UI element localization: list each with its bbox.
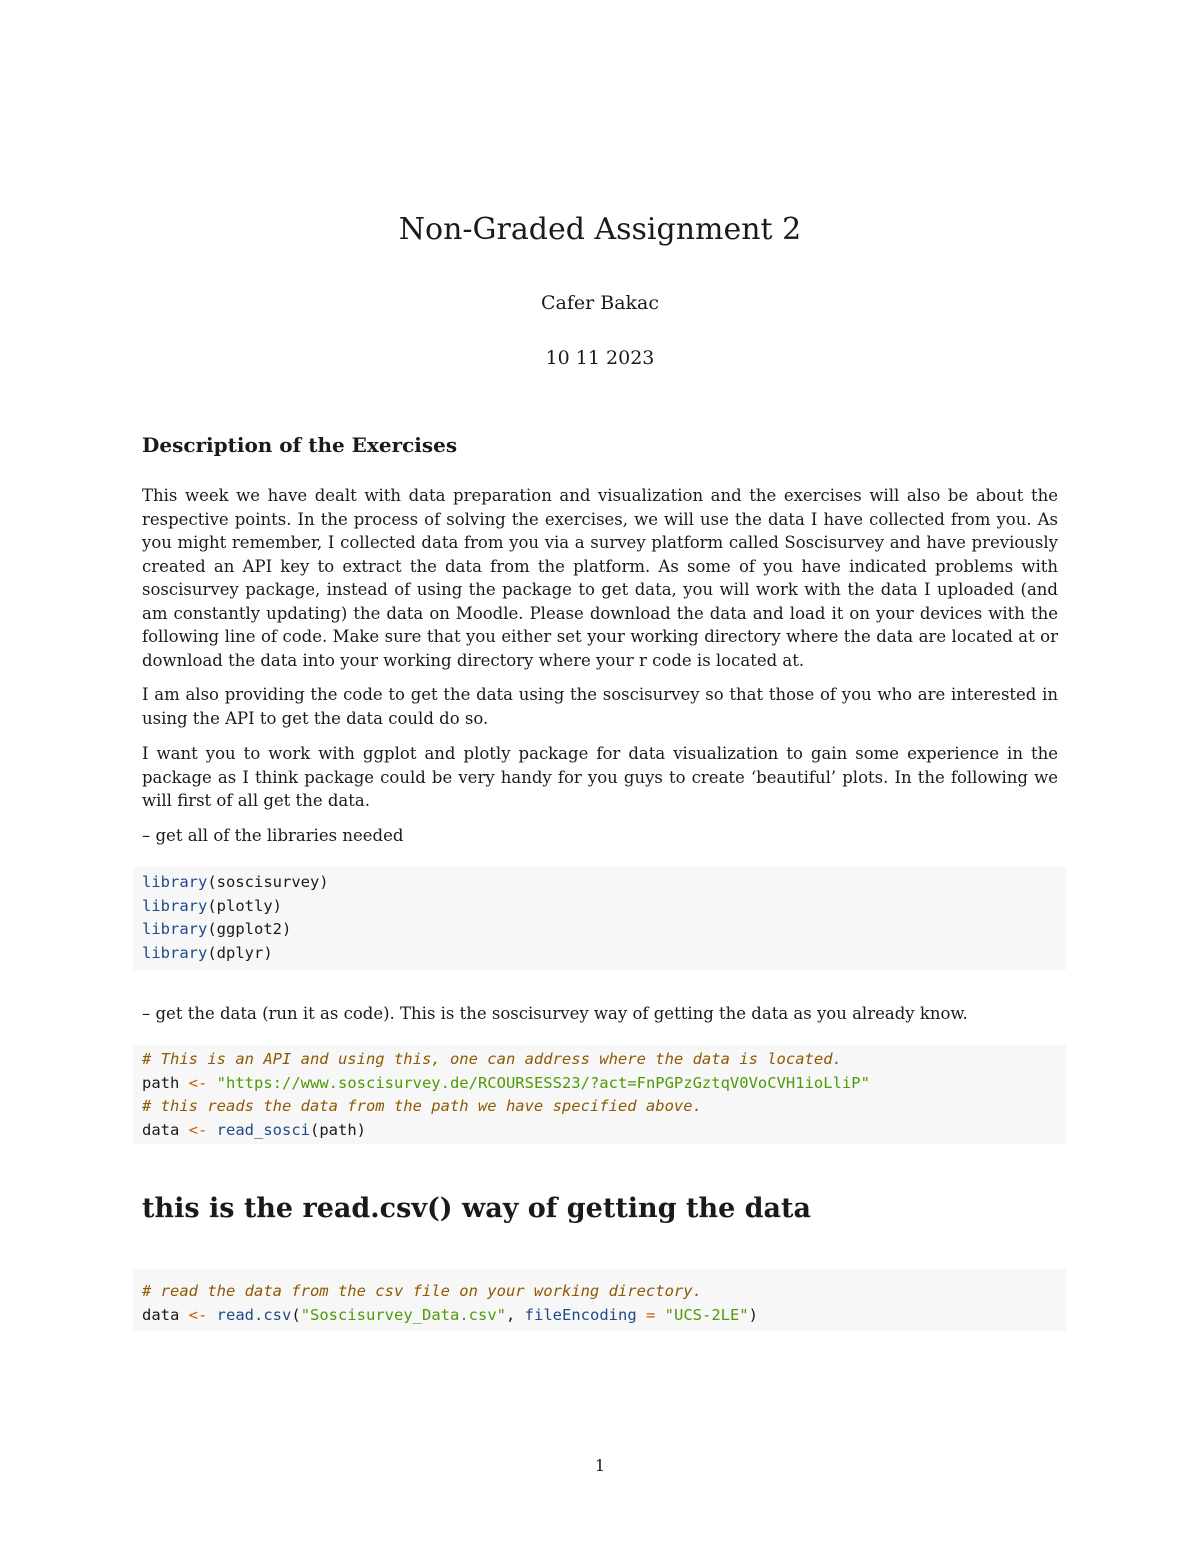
page-number: 1: [594, 1456, 606, 1475]
code-line: [142, 918, 1066, 942]
code-operator: <-: [188, 1120, 208, 1139]
code-parameter: fileEncoding: [524, 1305, 637, 1324]
code-separator: ,: [506, 1305, 525, 1324]
code-line: [142, 1280, 1066, 1304]
code-string: "UCS-2LE": [664, 1305, 749, 1324]
paragraph-ggplot: I want you to work with ggplot and plotly package for data visualization to gain some experience in the package as I think package could be very handy for you guys to create ‘beautiful’ plots. In the following we will first of all get the data.: [142, 744, 1058, 810]
code-string: "https://www.soscisurvey.de/RCOURSESS23/?act=FnPGPzGztqV0VoCVH1ioLliP": [207, 1073, 870, 1092]
code-line: [142, 1095, 1066, 1119]
paragraph-get-data: – get the data (run it as code). This is the soscisurvey way of getting the data as you already know.: [142, 1004, 968, 1023]
section-heading: Description of the Exercises: [142, 433, 458, 457]
author-name: Cafer Bakac: [540, 292, 660, 314]
code-block-libraries: [133, 867, 1066, 970]
code-block-read-csv: [133, 1269, 1066, 1331]
code-args: (ggplot2): [207, 920, 292, 938]
code-function: library: [142, 873, 208, 891]
code-function: library: [142, 943, 208, 962]
code-paren: (: [291, 1305, 301, 1324]
code-operator: <-: [188, 1305, 208, 1324]
code-function: library: [142, 896, 208, 915]
code-line: [142, 1304, 1066, 1328]
code-args: (plotly): [207, 896, 282, 915]
code-function: read_sosci: [207, 1120, 310, 1139]
code-comment: # read the data from the csv file on your working directory.: [142, 1282, 702, 1300]
code-line: [142, 1072, 1066, 1096]
code-block-soscisurvey: [133, 1045, 1066, 1144]
code-line: [142, 1119, 1066, 1143]
code-line: [142, 1048, 1066, 1072]
code-line: [142, 942, 1066, 966]
code-variable: data: [142, 1120, 189, 1139]
paragraph-libraries: – get all of the libraries needed: [142, 826, 404, 845]
document-date: 10 11 2023: [545, 347, 655, 369]
section-heading-read-csv: this is the read.csv() way of getting the data: [142, 1193, 811, 1224]
code-function: library: [142, 920, 208, 938]
code-args: (dplyr): [207, 943, 273, 962]
document-title: Non-Graded Assignment 2: [398, 212, 802, 247]
code-variable: path: [142, 1073, 189, 1092]
paragraph-intro: This week we have dealt with data preparation and visualization and the exercises will also be about the respective points. In the process of solving the exercises, we will use the data I have collected from you. As you might remember, I collected data from you via a survey platform called Soscisurvey and have previously created an API key to extract the data from the platform. As some of you have indicated problems with soscisurvey package, instead of using the package to get data, you will work with the data I uploaded (and am constantly updating) the data on Moodle. Please download the data and load it on your devices with the following line of code. Make sure that you either set your working directory where the data are located at or download the data into your working directory where your r code is located at.: [142, 486, 1058, 670]
code-line: [142, 871, 1066, 895]
code-args: (soscisurvey): [207, 873, 329, 891]
code-function: read.csv: [207, 1305, 292, 1324]
code-comment: # This is an API and using this, one can address where the data is located.: [142, 1050, 842, 1068]
code-comment: # this reads the data from the path we have specified above.: [142, 1097, 702, 1115]
code-variable: data: [142, 1305, 189, 1324]
code-operator: =: [636, 1305, 665, 1324]
code-paren: ): [748, 1305, 758, 1324]
code-args: (path): [310, 1120, 366, 1139]
paragraph-api: I am also providing the code to get the data using the soscisurvey so that those of you who are interested in using the API to get the data could do so.: [142, 685, 1058, 728]
code-string: "Soscisurvey_Data.csv": [300, 1305, 506, 1324]
code-operator: <-: [188, 1073, 208, 1092]
code-line: [142, 895, 1066, 919]
